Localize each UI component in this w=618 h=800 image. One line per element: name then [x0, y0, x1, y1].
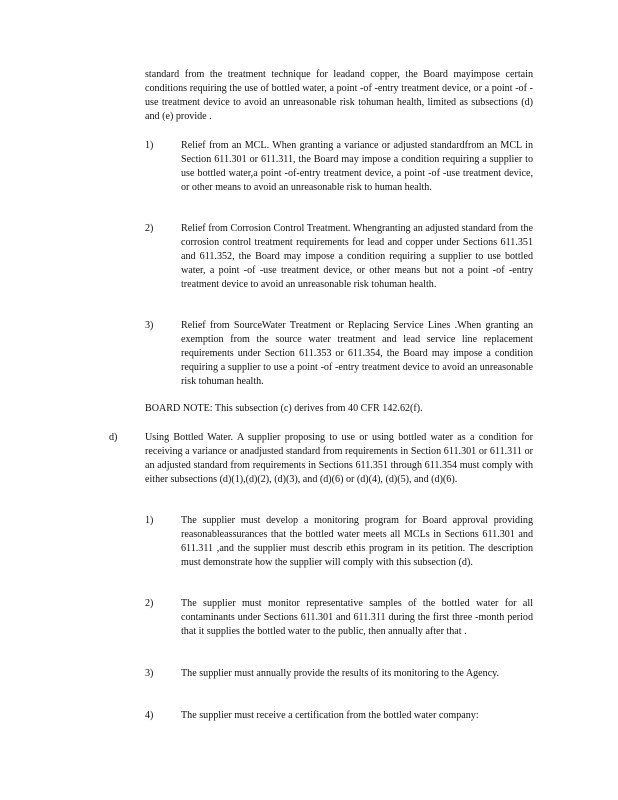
subsection-d-3-text: The supplier must annually provide the results of its monitoring to the Agency. [181, 668, 500, 679]
subsection-d-text: Using Bottled Water. A supplier proposing to use or using bottled water as a condition for receiving a variance or anadjusted standard from requirements in Section 611.301 or 611.311 or an adjusted standard from requirements in Sections 611.351 through 611.354 must comply with either subsections (d)(1),(d)(2), (d)(3), and (d)(6) or (d)(4), (d)(5), and (d)(6). [145, 432, 533, 485]
subsection-c-1-number: 1) [145, 140, 154, 151]
subsection-d-4-text: The supplier must receive a certification from the bottled water company: [181, 710, 479, 721]
intro-paragraph: standard from the treatment technique for leadand copper, the Board mayimpose certain conditions requiring the use of bottled water, a point -of -entry treatment device, or a point -of -use treatment device to avoid an unreasonable risk tohuman health, limited as subsections (d) and (e) provide . [145, 69, 533, 122]
subsection-d-label: d) [109, 432, 118, 443]
subsection-d-1-number: 1) [145, 515, 154, 526]
subsection-c-1-text: Relief from an MCL. When granting a variance or adjusted standardfrom an MCL in Section 611.301 or 611.311, the Board may impose a condition requiring a supplier to use bottled water,a point -of-entry treatment device, a point -of -use treatment device, or other means to avoid an unreasonable risk to human health. [181, 140, 533, 193]
subsection-d-3-number: 3) [145, 668, 154, 679]
subsection-d-1-text: The supplier must develop a monitoring program for Board approval providing reasonableassurances that the bottled water meets all MCLs in Sections 611.301 and 611.311 ,and the supplier must describ ethis program in its petition. The description must demonstrate how the supplier will comply with this subsection (d). [181, 515, 533, 568]
subsection-d-2-number: 2) [145, 598, 154, 609]
subsection-d-2-text: The supplier must monitor representative samples of the bottled water for all contaminants under Sections 611.301 and 611.311 during the first three -month period that it supplies the bottled water to the public, then annually after that . [181, 598, 533, 637]
subsection-d-4-number: 4) [145, 710, 154, 721]
subsection-c-3-text: Relief from SourceWater Treatment or Replacing Service Lines .When granting an exemption from the source water treatment and lead service line replacement requirements under Section 611.353 or 611.354, the Board may impose a condition requiring a supplier to use a point -of -entry treatment device to avoid an unreasonable risk tohuman health. [181, 320, 533, 387]
subsection-c-2-text: Relief from Corrosion Control Treatment. Whengranting an adjusted standard from the corrosion control treatment requirements for lead and copper under Sections 611.351 and 611.352, the Board may impose a condition requiring a supplier to use bottled water, a point -of -use treatment device, or other means but not a point -of -entry treatment device to avoid an unreasonable risk tohuman health. [181, 223, 533, 290]
board-note: BOARD NOTE: This subsection (c) derives from 40 CFR 142.62(f). [145, 403, 423, 414]
subsection-c-3-number: 3) [145, 320, 154, 331]
subsection-c-2-number: 2) [145, 223, 154, 234]
